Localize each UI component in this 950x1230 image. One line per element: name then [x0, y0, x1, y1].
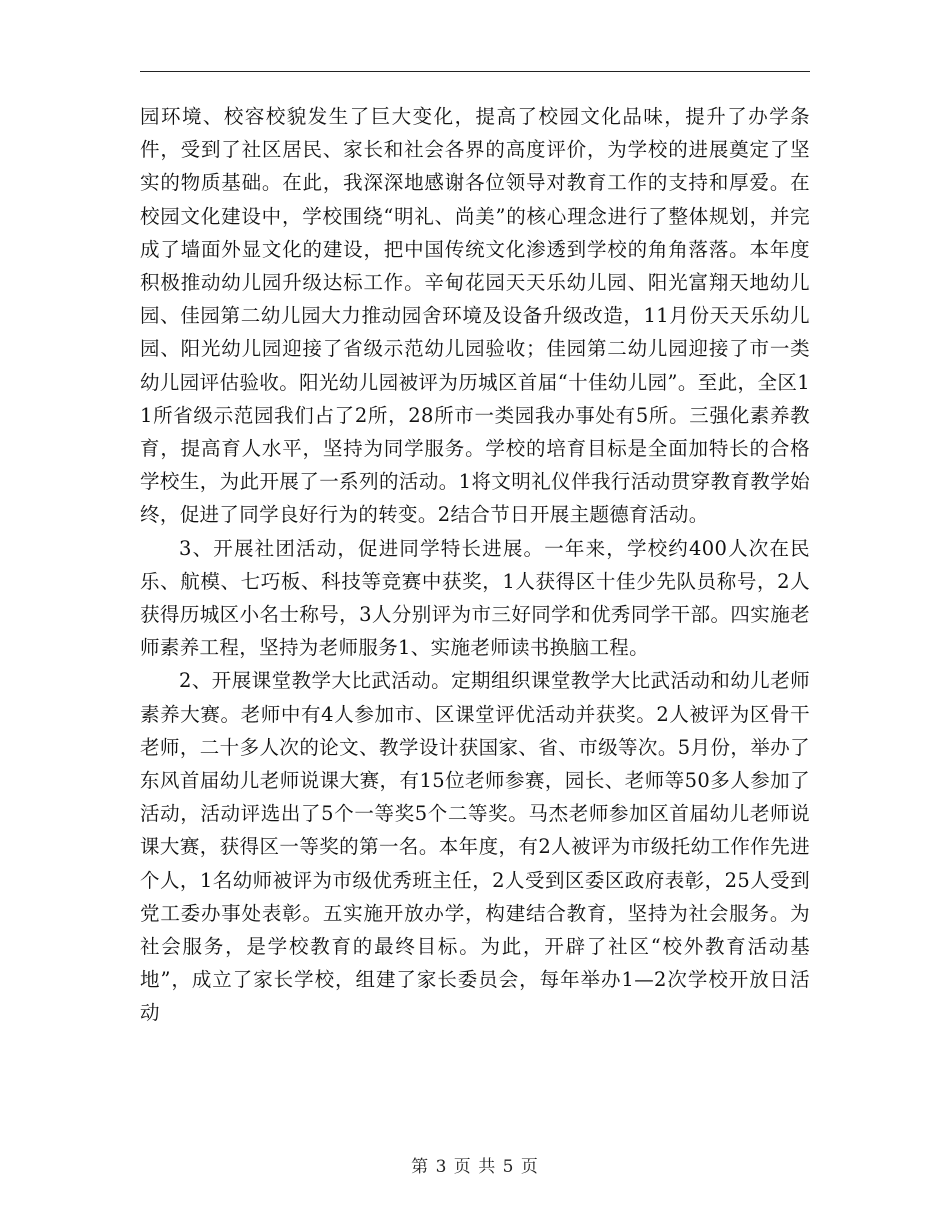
header-rule: [140, 71, 810, 72]
paragraph-2: 3、开展社团活动，促进同学特长进展。一年来，学校约400人次在民乐、航模、七巧板、科技等竞赛中获奖，1人获得区十佳少先队员称号，2人获得历城区小名士称号，3人分别评为市三好同学和优秀同学干部。四实施老师素养工程，坚持为老师服务1、实施老师读书换脑工程。: [140, 536, 810, 660]
document-body: [140, 100, 810, 1030]
paragraph-1: 园环境、校容校貌发生了巨大变化，提高了校园文化品味，提升了办学条件，受到了社区居民、家长和社会各界的高度评价，为学校的进展奠定了坚实的物质基础。在此，我深深地感谢各位领导对教育工作的支持和厚爱。在校园文化建设中，学校围绕“明礼、尚美”的核心理念进行了整体规划，并完成了墙面外显文化的建设，把中国传统文化渗透到学校的角角落落。本年度积极推动幼儿园升级达标工作。辛甸花园天天乐幼儿园、阳光富翔天地幼儿园、佳园第二幼儿园大力推动园舍环境及设备升级改造，11月份天天乐幼儿园、阳光幼儿园迎接了省级示范幼儿园验收；佳园第二幼儿园迎接了市一类幼儿园评估验收。阳光幼儿园被评为历城区首届“十佳幼儿园”。至此，全区11所省级示范园我们占了2所，28所市一类园我办事处有5所。三强化素养教育，提高育人水平，坚持为同学服务。学校的培育目标是全面加特长的合格学校生，为此开展了一系列的活动。1将文明礼仪伴我行活动贯穿教育教学始终，促进了同学良好行为的转变。2结合节日开展主题德育活动。: [140, 105, 810, 527]
page-number-footer: 第 3 页 共 5 页: [411, 1157, 539, 1177]
paragraph-3: 2、开展课堂教学大比武活动。定期组织课堂教学大比武活动和幼儿老师素养大赛。老师中有4人参加市、区课堂评优活动并获奖。2人被评为区骨干老师，二十多人次的论文、教学设计获国家、省、市级等次。5月份，举办了东风首届幼儿老师说课大赛，有15位老师参赛，园长、老师等50多人参加了活动，活动评选出了5个一等奖5个二等奖。马杰老师参加区首届幼儿老师说课大赛，获得区一等奖的第一名。本年度，有2人被评为市级托幼工作作先进个人，1名幼师被评为市级优秀班主任，2人受到区委区政府表彰，25人受到党工委办事处表彰。五实施开放办学，构建结合教育，坚持为社会服务。为社会服务，是学校教育的最终目标。为此，开辟了社区“校外教育活动基地”，成立了家长学校，组建了家长委员会，每年举办1—2次学校开放日活动: [140, 669, 810, 1025]
